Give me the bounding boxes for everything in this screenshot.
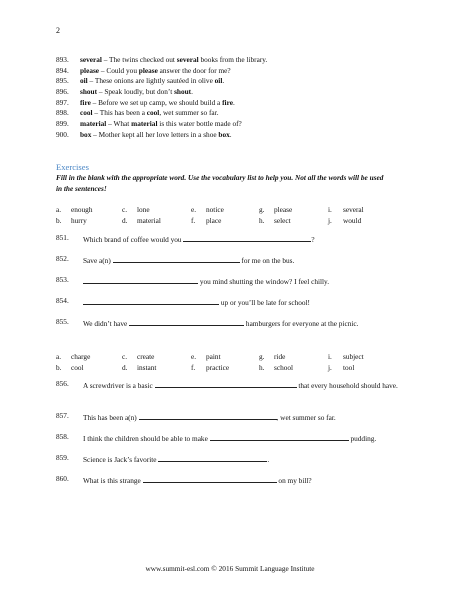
choice-word: please: [274, 205, 293, 214]
question-text: [83, 379, 406, 392]
vocab-entry: [56, 55, 267, 66]
answer-blank[interactable]: [139, 411, 277, 420]
question-text-after: ?: [311, 235, 315, 244]
vocab-sentence-end: , wet summer so far.: [159, 108, 219, 118]
question-text-after: pudding.: [348, 434, 377, 443]
choice-word: school: [274, 362, 294, 372]
vocab-word: fire: [80, 97, 91, 107]
word-choice: [259, 352, 285, 363]
answer-blank[interactable]: [158, 453, 270, 464]
choice-letter: c.: [122, 205, 128, 214]
choice-letter: c.: [122, 352, 128, 361]
word-choice: [191, 363, 229, 374]
vocab-number: 895.: [56, 76, 69, 86]
vocab-word-in-sentence: box: [218, 129, 230, 139]
vocab-word-in-sentence: fire: [222, 97, 233, 107]
choice-letter: e.: [191, 352, 197, 361]
question-852: [56, 254, 406, 267]
question-text-before: I think the children should be able to make: [83, 434, 210, 443]
vocab-word: oil: [80, 76, 88, 86]
choice-letter: i.: [328, 205, 332, 214]
question-number: 855.: [56, 317, 69, 326]
word-choice: [56, 205, 92, 216]
vocab-word: shout: [80, 87, 98, 97]
vocab-word: material: [80, 119, 107, 129]
choice-letter: h.: [259, 215, 265, 225]
vocab-sentence-end: .: [229, 129, 232, 139]
vocab-sentence-end: answer the door for me?: [157, 65, 231, 75]
question-text-before: A screwdriver is a basic: [83, 381, 155, 390]
word-choice: [122, 352, 154, 363]
word-choice: [122, 363, 156, 374]
choice-word: cool: [71, 362, 84, 372]
vocab-entry: [56, 130, 267, 141]
answer-blank[interactable]: [183, 233, 311, 242]
choice-letter: j.: [328, 215, 332, 225]
choice-letter: h.: [259, 362, 265, 372]
question-858: [56, 432, 406, 445]
vocab-sentence-start: – Could you: [99, 65, 139, 75]
choice-word: subject: [343, 352, 364, 361]
question-text-after: on my bill?: [276, 476, 312, 485]
word-choice: [56, 352, 90, 363]
vocab-word: please: [80, 65, 100, 75]
choice-word: tool: [343, 362, 355, 372]
question-text-after: , wet summer so far.: [276, 413, 336, 422]
vocab-number: 899.: [56, 119, 69, 129]
exercise-instructions: Fill in the blank with the appropriate word. Use the vocabulary list to help you. Not all the words will be used in the sentences!: [56, 173, 384, 193]
word-choice: [328, 352, 364, 363]
vocab-number: 900.: [56, 129, 69, 139]
question-text: [83, 432, 406, 445]
choice-letter: a.: [56, 205, 62, 214]
vocab-word: several: [80, 55, 102, 64]
word-choice: [259, 205, 292, 216]
choice-letter: d.: [122, 215, 128, 225]
word-choice: [191, 216, 221, 227]
question-851: [56, 233, 406, 246]
choice-letter: g.: [259, 352, 265, 361]
answer-blank[interactable]: [155, 379, 297, 388]
choice-letter: j.: [328, 362, 332, 372]
vocab-number: 897.: [56, 97, 69, 107]
word-choice: [191, 205, 224, 216]
word-choice: [328, 363, 354, 374]
question-number: 860.: [56, 474, 69, 483]
question-text: [83, 411, 406, 424]
word-choice: [191, 352, 221, 363]
choice-word: charge: [71, 352, 91, 361]
vocab-sentence-start: – Speak loudly, but don’t: [97, 87, 175, 97]
question-text: [83, 296, 406, 309]
word-choice: [122, 216, 161, 227]
choice-letter: g.: [259, 205, 265, 214]
choice-word: select: [274, 215, 291, 225]
question-number: 858.: [56, 432, 69, 441]
answer-blank[interactable]: [83, 296, 219, 305]
vocab-sentence-end: books from the library.: [198, 55, 268, 64]
answer-blank[interactable]: [210, 432, 349, 441]
choice-letter: i.: [328, 352, 332, 361]
question-text: [83, 453, 406, 466]
question-text-after: you mind shutting the window? I feel chilly.: [198, 277, 330, 286]
exercises-heading: Exercises: [56, 162, 89, 172]
word-choice: [328, 205, 364, 216]
choice-letter: f.: [191, 362, 196, 372]
choice-word: practice: [206, 362, 230, 372]
vocab-sentence-start: – These onions are lightly sautéed in olive: [87, 76, 215, 86]
word-choice: [328, 216, 361, 227]
choice-letter: a.: [56, 352, 62, 361]
choice-word: create: [137, 352, 155, 361]
question-text: [83, 254, 406, 267]
vocab-entry: [56, 108, 267, 119]
choice-word: lone: [137, 205, 150, 214]
answer-blank[interactable]: [83, 275, 198, 284]
question-text-after: hamburgers for everyone at the picnic.: [244, 319, 359, 328]
choice-word: material: [137, 215, 161, 225]
answer-blank[interactable]: [113, 254, 240, 263]
question-text: [83, 233, 406, 246]
choice-letter: e.: [191, 205, 197, 214]
question-text-before: What is this strange: [83, 476, 143, 485]
page-number: 2: [56, 26, 60, 35]
question-text: [83, 474, 406, 487]
vocab-sentence-start: – The twins checked out: [101, 55, 177, 64]
vocab-number: 894.: [56, 65, 69, 75]
vocab-word-in-sentence: please: [138, 65, 158, 75]
question-text: [83, 275, 406, 288]
question-text-after: that every household should have.: [296, 381, 398, 390]
question-text-after: for me on the bus.: [239, 256, 295, 265]
choice-letter: b.: [56, 362, 62, 372]
question-859: [56, 453, 406, 466]
question-text-after: .: [267, 455, 270, 464]
question-number: 854.: [56, 296, 69, 305]
word-choice: [122, 205, 150, 216]
choice-word: would: [343, 215, 362, 225]
vocab-entry: [56, 119, 267, 130]
question-856: [56, 379, 406, 392]
question-text-before: Save a(n): [83, 256, 113, 265]
vocab-word-in-sentence: shout: [174, 87, 192, 97]
footer: www.summit-esl.com © 2016 Summit Language Institute: [145, 564, 315, 573]
question-860: [56, 474, 406, 487]
choice-word: several: [343, 205, 364, 214]
choice-letter: b.: [56, 215, 62, 225]
question-854: [56, 296, 406, 309]
vocabulary-list: [56, 55, 267, 141]
choice-letter: f.: [191, 215, 196, 225]
vocab-sentence-end: .: [191, 87, 193, 97]
vocab-word-in-sentence: several: [176, 55, 199, 64]
vocab-entry: [56, 66, 267, 77]
question-text: [83, 317, 406, 330]
vocab-entry: [56, 98, 267, 109]
choice-word: notice: [206, 205, 224, 214]
answer-blank[interactable]: [129, 317, 244, 326]
choice-word: hurry: [71, 215, 87, 225]
vocab-number: 896.: [56, 87, 69, 97]
vocab-word: box: [80, 129, 92, 139]
word-choice: [259, 363, 293, 374]
vocab-word-in-sentence: cool: [146, 108, 160, 118]
question-853: [56, 275, 406, 288]
question-number: 851.: [56, 233, 69, 242]
question-text-before: We didn’t have: [83, 319, 130, 328]
question-number: 859.: [56, 453, 69, 462]
word-choice: [259, 216, 291, 227]
word-choice: [56, 363, 84, 374]
vocab-sentence-start: – Mother kept all her love letters in a shoe: [91, 129, 219, 139]
vocab-word-in-sentence: material: [131, 119, 158, 129]
vocab-sentence-end: .: [232, 97, 235, 107]
choice-word: place: [206, 215, 222, 225]
vocab-sentence-start: – This has been a: [92, 108, 147, 118]
vocab-sentence-end: .: [222, 76, 225, 86]
vocab-entry: [56, 87, 267, 98]
vocab-number: 898.: [56, 108, 69, 118]
vocab-word: cool: [80, 108, 93, 118]
question-text-before: Science is Jack’s favorite: [83, 455, 159, 464]
answer-blank[interactable]: [143, 474, 277, 483]
choice-word: instant: [137, 362, 157, 372]
word-choice: [56, 216, 87, 227]
question-text-before: This has been a(n): [83, 413, 139, 422]
question-number: 856.: [56, 379, 69, 388]
question-number: 852.: [56, 254, 69, 263]
choice-word: paint: [206, 352, 221, 361]
choice-word: ride: [274, 352, 286, 361]
question-text-after: up or you’ll be late for school!: [219, 298, 310, 307]
vocab-sentence-start: – Before we set up camp, we should build a: [90, 97, 223, 107]
choice-letter: d.: [122, 362, 128, 372]
vocab-sentence-start: – What: [106, 119, 132, 129]
question-number: 853.: [56, 275, 69, 284]
question-number: 857.: [56, 411, 69, 420]
question-857: [56, 411, 406, 424]
vocab-sentence-end: is this water bottle made of?: [157, 119, 242, 129]
vocab-number: 893.: [56, 55, 69, 64]
question-text-before: Which brand of coffee would you: [83, 235, 184, 244]
vocab-word-in-sentence: oil: [214, 76, 223, 86]
question-855: [56, 317, 406, 330]
vocab-entry: [56, 76, 267, 87]
choice-word: enough: [71, 205, 93, 214]
